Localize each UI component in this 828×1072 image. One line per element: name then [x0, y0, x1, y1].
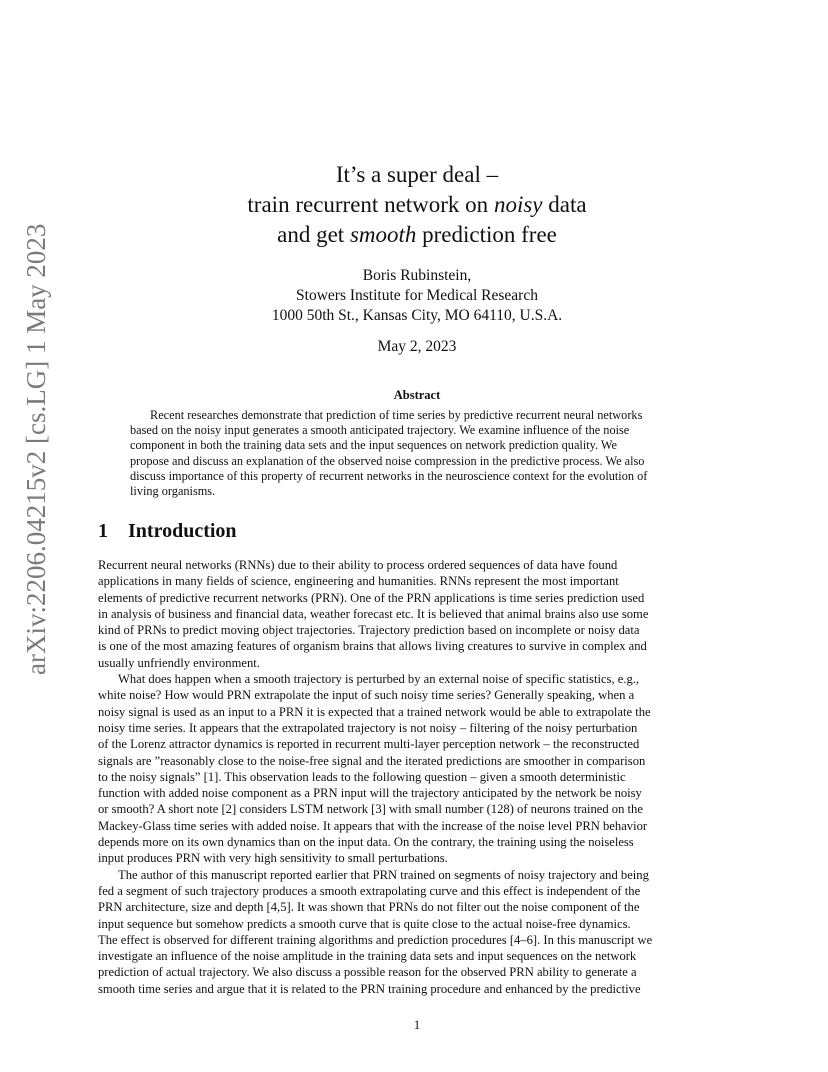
- body-line: PRN architecture, size and depth [4,5]. It was shown that PRNs do not filter out the noise component of the: [98, 900, 640, 915]
- body-line: is one of the most amazing features of organism brains that allows living creatures to survive in complex and: [98, 639, 647, 654]
- abstract-line: living organisms.: [130, 484, 216, 499]
- body-line: input produces PRN with very high sensitivity to small perturbations.: [98, 851, 448, 866]
- body-line: The author of this manuscript reported earlier that PRN trained on segments of noisy trajectory and being: [118, 867, 649, 882]
- title-line-3-end: prediction free: [416, 222, 557, 247]
- body-line: in analysis of business and financial data, weather forecast etc. It is believed that animal brains also use some: [98, 606, 649, 621]
- body-line: investigate an influence of the noise amplitude in the training data sets and input sequences on the network: [98, 949, 637, 964]
- abstract-line: component in both the training data sets and the input sequences on network prediction quality. We: [130, 438, 618, 453]
- page-number: 1: [413, 1018, 421, 1032]
- title-emphasis-smooth: smooth: [349, 222, 417, 247]
- abstract-body: [130, 408, 703, 499]
- title-line-3-start: and get: [277, 222, 350, 247]
- author-address: 1000 50th St., Kansas City, MO 64110, U.S.A.: [271, 307, 563, 324]
- title-emphasis-noisy: noisy: [493, 192, 543, 217]
- body-line: prediction of actual trajectory. We also discuss a possible reason for the observed PRN ability to generate a: [98, 965, 637, 980]
- body-line: fed a segment of such trajectory produces a smooth extrapolating curve and this effect is independent of the: [98, 883, 641, 898]
- body-line: of the Lorenz attractor dynamics is reported in recurrent multi-layer perception network – the reconstructed: [98, 737, 640, 752]
- body-line: elements of predictive recurrent networks (PRN). One of the PRN applications is time series prediction used: [98, 590, 645, 605]
- section-title: Introduction: [128, 520, 237, 542]
- paper-title: [98, 160, 736, 250]
- body-line: white noise? How would PRN extrapolate the input of such noisy time series? Generally speaking, when a: [98, 688, 635, 703]
- body-line: smooth time series and argue that it is related to the PRN training procedure and enhanced by the predictive: [98, 981, 641, 996]
- body-line: applications in many fields of science, engineering and humanities. RNNs represent the most important: [98, 574, 619, 589]
- section-heading-introduction: [98, 520, 237, 543]
- body-line: The effect is observed for different training algorithms and prediction procedures [4–6]. In this manuscript we: [98, 932, 653, 947]
- title-line-2: [98, 190, 736, 220]
- author-block: [98, 266, 736, 326]
- body-line: to the noisy signals” [1]. This observation leads to the following question – given a smooth deterministic: [98, 769, 626, 784]
- body-line: What does happen when a smooth trajectory is perturbed by an external noise of specific statistics, e.g.,: [118, 672, 640, 687]
- title-line-2-start: train recurrent network on: [247, 192, 494, 217]
- abstract-heading: Abstract: [393, 388, 441, 402]
- abstract-line: discuss importance of this property of recurrent networks in the neuroscience context for the evolution of: [130, 468, 648, 483]
- author-affiliation: Stowers Institute for Medical Research: [296, 287, 538, 304]
- introduction-body: [98, 557, 736, 997]
- body-line: depends more on its own dynamics than on the input data. On the contrary, the training using the noiseless: [98, 835, 634, 850]
- body-line: noisy signal is used as an input to a PRN it is expected that a trained network would be able to extrapolate the: [98, 704, 651, 719]
- body-line: or smooth? A short note [2] considers LSTM network [3] with small number (128) of neurons trained on the: [98, 802, 643, 817]
- body-line: noisy time series. It appears that the extrapolated trajectory is not noisy – filtering of the noisy perturbation: [98, 720, 638, 735]
- title-line-2-end: data: [542, 192, 587, 217]
- body-line: usually unfriendly environment.: [98, 655, 260, 670]
- body-line: Recurrent neural networks (RNNs) due to their ability to process ordered sequences of data have found: [98, 558, 618, 572]
- author-name: Boris Rubinstein,: [362, 267, 472, 284]
- body-line: Mackey-Glass time series with added noise. It appears that with the increase of the noise level PRN behavior: [98, 818, 648, 833]
- body-line: signals are ”reasonably close to the noise-free signal and the iterated predictions are smoother in comparison: [98, 753, 646, 768]
- title-line-1: It’s a super deal –: [335, 162, 499, 187]
- body-line: kind of PRNs to predict moving object trajectories. Trajectory prediction based on incomplete or noisy data: [98, 623, 640, 638]
- paper-date: May 2, 2023: [377, 338, 457, 355]
- title-line-3: [98, 220, 736, 250]
- arxiv-identifier-stamp: arXiv:2206.04215v2 [cs.LG] 1 May 2023: [21, 223, 51, 675]
- abstract-line: propose and discuss an explanation of the observed noise compression in the predictive process. We also: [130, 453, 645, 468]
- abstract-line: Recent researches demonstrate that prediction of time series by predictive recurrent neural networks: [150, 408, 643, 422]
- abstract-line: based on the noisy input generates a smooth anticipated trajectory. We examine influence of the noise: [130, 423, 630, 438]
- body-line: function with added noise component as a PRN input will the trajectory anticipated by the network be noisy: [98, 786, 642, 801]
- section-number: 1: [98, 520, 108, 542]
- body-line: input sequence but somehow predicts a smooth curve that is quite close to the actual noise-free dynamics.: [98, 916, 631, 931]
